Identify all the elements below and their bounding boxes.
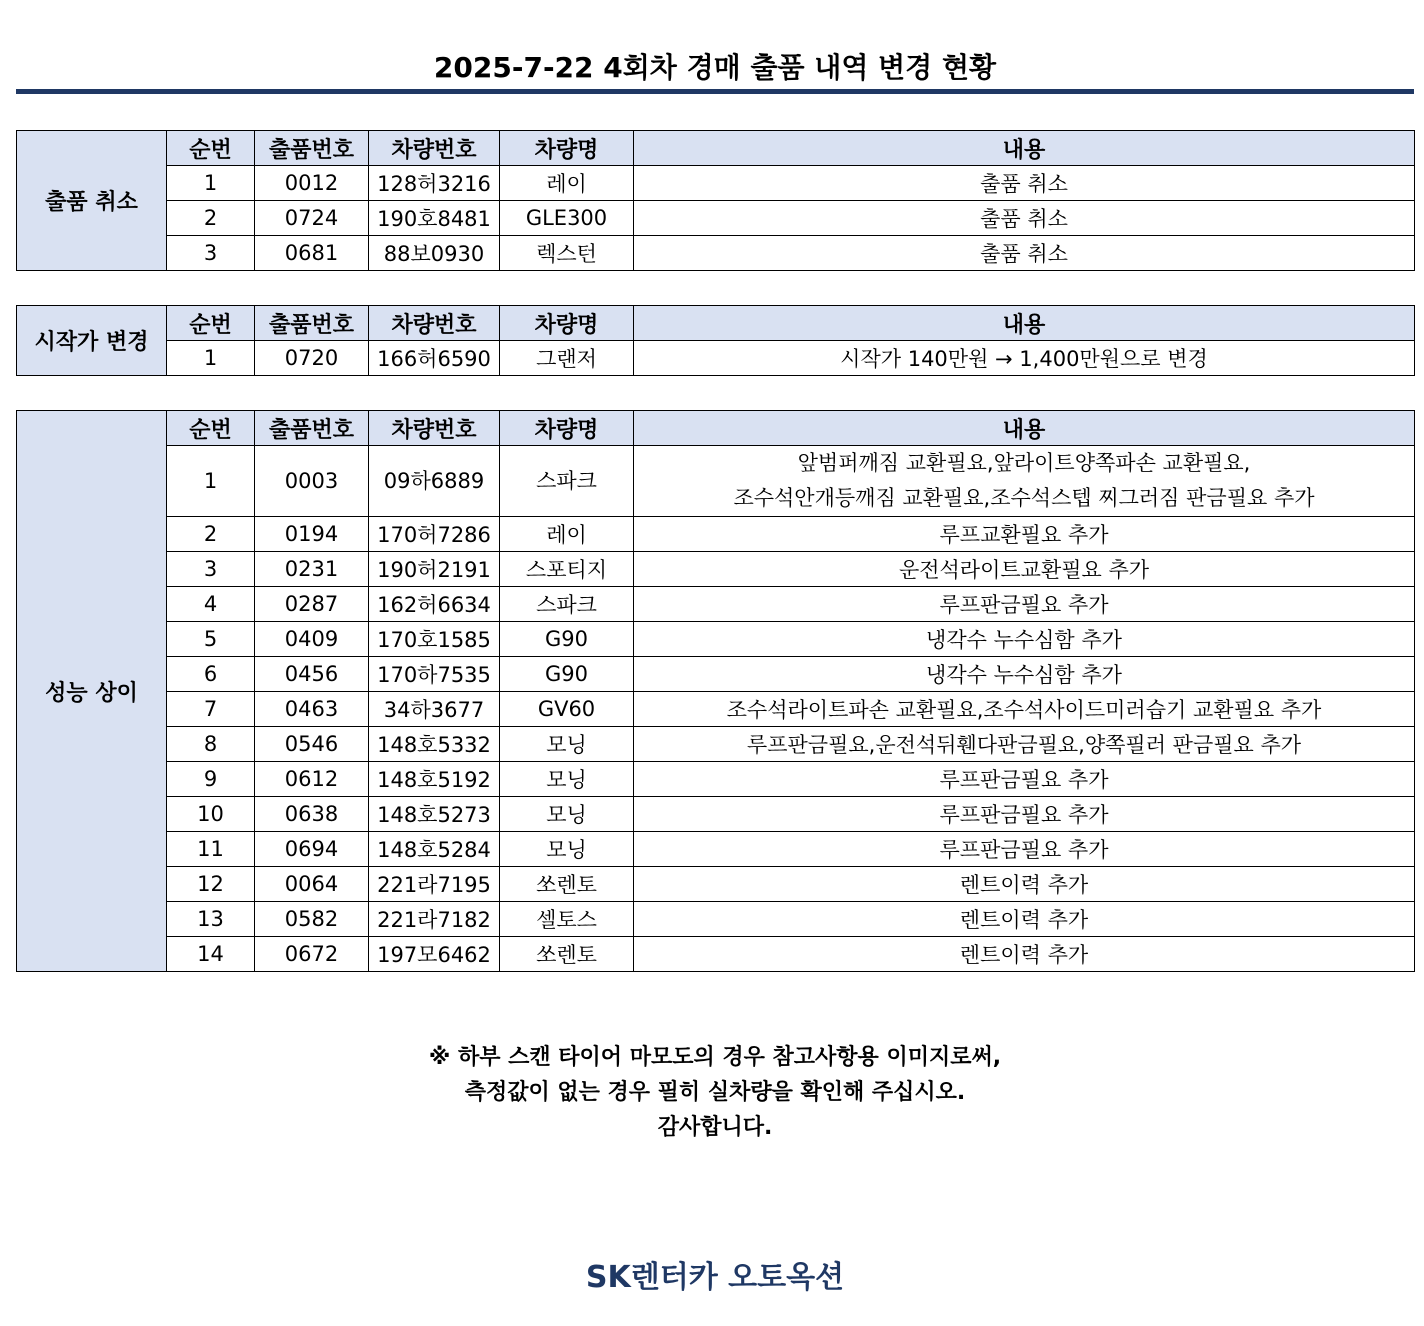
cell-lot-number: 0672	[255, 937, 369, 972]
cell-content: 출품 취소	[634, 166, 1415, 201]
cell-plate-number: 148호5192	[369, 762, 500, 797]
cell-lot-number: 0012	[255, 166, 369, 201]
cell-content: 루프판금필요,운전석뒤휀다판금필요,양쪽필러 판금필요 추가	[634, 727, 1415, 762]
cell-plate-number: 197모6462	[369, 937, 500, 972]
cell-no: 3	[167, 236, 255, 271]
header-plate-number: 차량번호	[369, 411, 500, 446]
cell-content-line-1: 앞범퍼깨짐 교환필요,앞라이트양쪽파손 교환필요,	[797, 451, 1251, 475]
cell-no: 6	[167, 657, 255, 692]
cell-plate-number: 170호1585	[369, 622, 500, 657]
table-row	[17, 341, 1415, 376]
cell-no: 7	[167, 692, 255, 727]
cell-model: G90	[500, 657, 634, 692]
page-title: 2025-7-22 4회차 경매 출품 내역 변경 현황	[433, 51, 997, 84]
cell-no: 2	[167, 517, 255, 552]
table-row	[17, 832, 1415, 867]
cell-content: 출품 취소	[634, 236, 1415, 271]
cell-content: 렌트이력 추가	[634, 902, 1415, 937]
cell-lot-number: 0546	[255, 727, 369, 762]
cell-plate-number: 148호5273	[369, 797, 500, 832]
notice-line-2: 측정값이 없는 경우 필히 실차량을 확인해 주십시오.	[464, 1080, 966, 1105]
table-header-row	[17, 411, 1415, 446]
cell-model: 모닝	[500, 797, 634, 832]
cell-lot-number: 0582	[255, 902, 369, 937]
cell-lot-number: 0287	[255, 587, 369, 622]
category-label: 성능 상이	[17, 411, 167, 972]
cell-lot-number: 0409	[255, 622, 369, 657]
cell-plate-number: 148호5284	[369, 832, 500, 867]
cell-model: 스파크	[500, 446, 634, 517]
cell-plate-number: 34하3677	[369, 692, 500, 727]
table-cancellation	[16, 130, 1415, 271]
header-lot-number: 출품번호	[255, 306, 369, 341]
header-no: 순번	[167, 131, 255, 166]
cell-no: 4	[167, 587, 255, 622]
table-row	[17, 166, 1415, 201]
cell-lot-number: 0612	[255, 762, 369, 797]
notice-line-3: 감사합니다.	[657, 1115, 773, 1140]
cell-model: 쏘렌토	[500, 937, 634, 972]
table-row	[17, 902, 1415, 937]
cell-lot-number: 0720	[255, 341, 369, 376]
category-label: 출품 취소	[17, 131, 167, 271]
cell-lot-number: 0231	[255, 552, 369, 587]
cell-plate-number: 148호5332	[369, 727, 500, 762]
table-row	[17, 236, 1415, 271]
company-footer: SK렌터카 오토옥션	[585, 1260, 845, 1295]
cell-content: 출품 취소	[634, 201, 1415, 236]
cell-model: GLE300	[500, 201, 634, 236]
cell-plate-number: 88보0930	[369, 236, 500, 271]
notice-line-1: ※ 하부 스캔 타이어 마모도의 경우 참고사항용 이미지로써,	[428, 1045, 1002, 1070]
header-no: 순번	[167, 411, 255, 446]
cell-content	[634, 446, 1415, 517]
cell-plate-number: 221라7195	[369, 867, 500, 902]
table-row	[17, 797, 1415, 832]
table-performance-mismatch	[16, 410, 1415, 972]
cell-plate-number: 166허6590	[369, 341, 500, 376]
table-header-row	[17, 306, 1415, 341]
cell-model: 셀토스	[500, 902, 634, 937]
cell-model: GV60	[500, 692, 634, 727]
cell-lot-number: 0724	[255, 201, 369, 236]
cell-model: 모닝	[500, 762, 634, 797]
cell-no: 9	[167, 762, 255, 797]
header-lot-number: 출품번호	[255, 411, 369, 446]
header-no: 순번	[167, 306, 255, 341]
cell-model: G90	[500, 622, 634, 657]
category-label: 시작가 변경	[17, 306, 167, 376]
cell-plate-number: 190호8481	[369, 201, 500, 236]
cell-no: 14	[167, 937, 255, 972]
cell-lot-number: 0194	[255, 517, 369, 552]
cell-no: 13	[167, 902, 255, 937]
cell-no: 1	[167, 446, 255, 517]
table-row	[17, 552, 1415, 587]
header-lot-number: 출품번호	[255, 131, 369, 166]
header-model: 차량명	[500, 131, 634, 166]
table-row	[17, 727, 1415, 762]
cell-lot-number: 0064	[255, 867, 369, 902]
table-row	[17, 692, 1415, 727]
notice-text	[0, 1040, 1424, 1145]
cell-content: 냉각수 누수심함 추가	[634, 657, 1415, 692]
cell-no: 11	[167, 832, 255, 867]
table-row	[17, 762, 1415, 797]
cell-no: 2	[167, 201, 255, 236]
cell-lot-number: 0638	[255, 797, 369, 832]
cell-content: 렌트이력 추가	[634, 867, 1415, 902]
cell-lot-number: 0681	[255, 236, 369, 271]
table-row	[17, 446, 1415, 517]
header-model: 차량명	[500, 306, 634, 341]
cell-content: 루프교환필요 추가	[634, 517, 1415, 552]
cell-content: 루프판금필요 추가	[634, 832, 1415, 867]
cell-content: 운전석라이트교환필요 추가	[634, 552, 1415, 587]
cell-model: 렉스턴	[500, 236, 634, 271]
cell-plate-number: 221라7182	[369, 902, 500, 937]
cell-lot-number: 0463	[255, 692, 369, 727]
cell-content: 루프판금필요 추가	[634, 797, 1415, 832]
cell-no: 10	[167, 797, 255, 832]
cell-content: 냉각수 누수심함 추가	[634, 622, 1415, 657]
header-plate-number: 차량번호	[369, 131, 500, 166]
header-content: 내용	[634, 411, 1415, 446]
cell-model: 스포티지	[500, 552, 634, 587]
cell-content: 조수석라이트파손 교환필요,조수석사이드미러습기 교환필요 추가	[634, 692, 1415, 727]
cell-content-line-2: 조수석안개등깨짐 교환필요,조수석스텝 찌그러짐 판금필요 추가	[733, 486, 1315, 510]
table-row	[17, 517, 1415, 552]
cell-model: 스파크	[500, 587, 634, 622]
header-content: 내용	[634, 131, 1415, 166]
cell-content: 시작가 140만원 → 1,400만원으로 변경	[634, 341, 1415, 376]
cell-no: 3	[167, 552, 255, 587]
cell-plate-number: 190허2191	[369, 552, 500, 587]
header-model: 차량명	[500, 411, 634, 446]
table-row	[17, 937, 1415, 972]
cell-plate-number: 09하6889	[369, 446, 500, 517]
title-divider	[16, 89, 1414, 94]
table-start-price-change	[16, 305, 1415, 376]
cell-plate-number: 170허7286	[369, 517, 500, 552]
cell-content: 루프판금필요 추가	[634, 762, 1415, 797]
table-row	[17, 867, 1415, 902]
table-row	[17, 657, 1415, 692]
cell-lot-number: 0694	[255, 832, 369, 867]
cell-no: 1	[167, 341, 255, 376]
table-row	[17, 587, 1415, 622]
table-row	[17, 201, 1415, 236]
cell-model: 모닝	[500, 832, 634, 867]
cell-content: 렌트이력 추가	[634, 937, 1415, 972]
cell-model: 쏘렌토	[500, 867, 634, 902]
cell-no: 12	[167, 867, 255, 902]
cell-plate-number: 170하7535	[369, 657, 500, 692]
cell-plate-number: 162허6634	[369, 587, 500, 622]
cell-lot-number: 0003	[255, 446, 369, 517]
cell-no: 8	[167, 727, 255, 762]
cell-no: 1	[167, 166, 255, 201]
cell-plate-number: 128허3216	[369, 166, 500, 201]
cell-lot-number: 0456	[255, 657, 369, 692]
header-content: 내용	[634, 306, 1415, 341]
cell-no: 5	[167, 622, 255, 657]
table-row	[17, 622, 1415, 657]
cell-model: 레이	[500, 166, 634, 201]
table-header-row	[17, 131, 1415, 166]
cell-model: 모닝	[500, 727, 634, 762]
cell-model: 레이	[500, 517, 634, 552]
cell-model: 그랜저	[500, 341, 634, 376]
header-plate-number: 차량번호	[369, 306, 500, 341]
cell-content: 루프판금필요 추가	[634, 587, 1415, 622]
